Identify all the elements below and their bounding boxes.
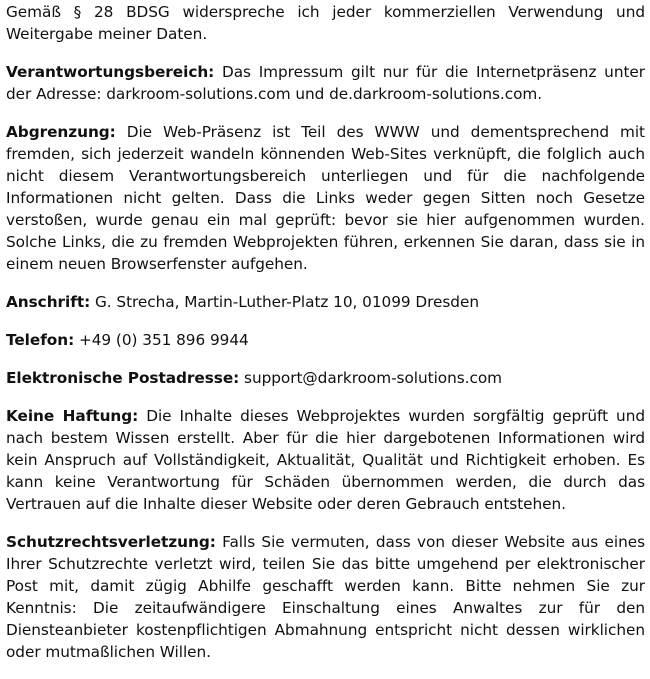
ip-infringement-label: Schutzrechtsverletzung: xyxy=(6,533,216,551)
responsibility-text: Das Impressum gilt nur für die Internetpräsenz unter der Adresse: darkroom-solutions.com und de.darkroom-solutions.com. xyxy=(6,63,646,103)
address-label: Anschrift: xyxy=(6,293,91,311)
liability-label: Keine Haftung: xyxy=(6,407,139,425)
liability-text: Die Inhalte dieses Webprojektes wurden sorgfältig geprüft und nach bestem Wissen erstellt. Aber für die hier dargebotenen Informationen wird kein Anspruch auf Vollständigkeit, Aktualität, Qualität und Richtigkeit erhoben. Es kann keine Verantwortung für Schäden übernommen werden, die durch das Vertrauen auf die Inhalte dieser Website oder deren Gebrauch entstehen. xyxy=(6,407,645,513)
responsibility-paragraph xyxy=(6,61,645,105)
phone-text: +49 (0) 351 896 9944 xyxy=(78,331,249,349)
email-text: support@darkroom-solutions.com xyxy=(244,369,502,387)
ip-infringement-text: Falls Sie vermuten, dass von dieser Website aus eines Ihrer Schutzrechte verletzt wird, teilen Sie das bitte umgehend per elektronischer Post mit, damit zügig Abhilfe geschafft werden kann. Bitte nehmen Sie zur Kenntnis: Die zeitaufwändigere Einschaltung eines Anwaltes zur für den Diensteanbieter kostenpflichtigen Abmahnung entspricht nicht dessen wirklichen oder mutmaßlichen Willen. xyxy=(6,533,645,661)
phone-paragraph xyxy=(6,329,645,351)
phone-label: Telefon: xyxy=(6,331,75,349)
email-label: Elektronische Postadresse: xyxy=(6,369,240,387)
address-paragraph xyxy=(6,291,645,313)
disclaimer-links-label: Abgrenzung: xyxy=(6,123,116,141)
liability-paragraph xyxy=(6,405,645,515)
disclaimer-links-text: Die Web-Präsenz ist Teil des WWW und dementsprechend mit fremden, sich jederzeit wandeln könnenden Web-Sites verknüpft, die folglich auch nicht diesem Verantwortungsbereich unterliegen und für die nachfolgende Informationen nicht gelten. Dass die Links weder gegen Sitten noch Gesetze verstoßen, wurde genau ein mal geprüft: bevor sie hier aufgenommen wurden. Solche Links, die zu fremden Webprojekten führen, erkennen Sie daran, dass sie in einem neuen Browserfenster aufgehen. xyxy=(6,123,646,273)
legal-notice xyxy=(6,0,645,679)
address-text: G. Strecha, Martin-Luther-Platz 10, 01099 Dresden xyxy=(94,293,479,311)
responsibility-label: Verantwortungsbereich: xyxy=(6,63,215,81)
disclaimer-links-paragraph xyxy=(6,121,645,275)
email-paragraph xyxy=(6,367,645,389)
ip-infringement-paragraph xyxy=(6,531,645,663)
data-objection-paragraph: Gemäß § 28 BDSG widerspreche ich jeder kommerziellen Verwendung und Weitergabe meiner Daten. xyxy=(6,3,645,43)
